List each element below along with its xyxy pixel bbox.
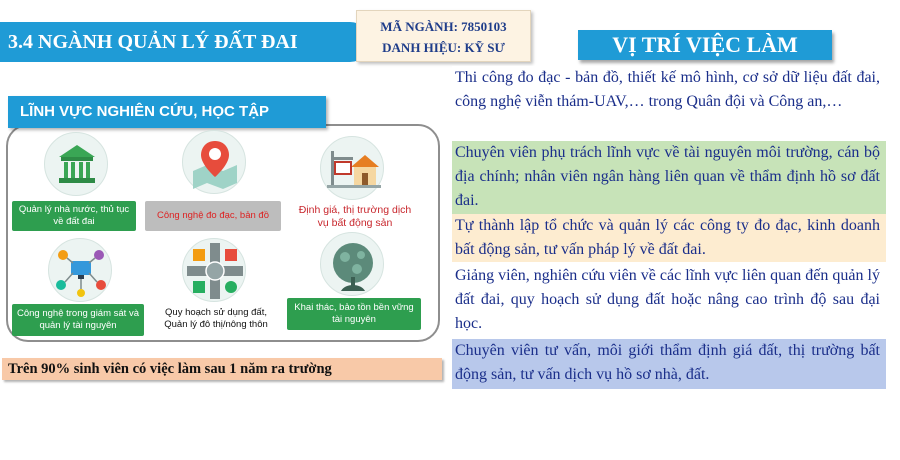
government-building-icon <box>44 132 108 196</box>
job-item-5: Chuyên viên tư vấn, môi giới thẩm định giá đất, thị trường bất động sản, tư vấn dịch vụ hồ sơ nhà, đất. <box>452 339 886 389</box>
research-item-2-label: Công nghệ đo đạc, bản đồ <box>145 201 281 231</box>
think-green-icon <box>320 232 384 296</box>
job-item-4: Giảng viên, nghiên cứu viên về các lĩnh vực liên quan đến quản lý đất đai, quy hoạch sử dụng đất hoặc nâng cao trình độ sau đại học. <box>452 264 886 338</box>
network-monitoring-icon <box>48 238 112 302</box>
research-item-5-label: Quy hoạch sử dụng đất, Quản lý đô thị/nông thôn <box>152 304 280 334</box>
research-item-1-label: Quản lý nhà nước, thủ tục về đất đai <box>12 201 136 231</box>
map-pin-icon <box>182 130 246 194</box>
major-code: MÃ NGÀNH: 7850103 <box>380 19 507 34</box>
research-item-6-label: Khai thác, bảo tồn bền vững tài nguyên <box>287 298 421 330</box>
job-item-1: Thi công đo đạc - bản đồ, thiết kế mô hình, cơ sở dữ liệu đất đai, công nghệ viễn thám-UAV,… trong Quân đội và Công an,… <box>452 66 886 140</box>
major-code-box <box>356 10 531 62</box>
research-item-3-label: Định giá, thị trường dịch vụ bất động sản <box>291 200 419 234</box>
employment-stat: Trên 90% sinh viên có việc làm sau 1 năm ra trường <box>2 358 442 380</box>
job-item-2: Chuyên viên phụ trách lĩnh vực về tài nguyên môi trường, cán bộ địa chính; nhân viên ngân hàng liên quan về thẩm định hồ sơ đất đai. <box>452 141 886 215</box>
research-heading: LĨNH VỰC NGHIÊN CỨU, HỌC TẬP <box>8 96 326 128</box>
jobs-heading: VỊ TRÍ VIỆC LÀM <box>578 30 832 60</box>
major-title-banner <box>0 22 370 62</box>
major-title: 3.4 NGÀNH QUẢN LÝ ĐẤT ĐAI <box>8 31 298 53</box>
job-item-3: Tự thành lập tổ chức và quản lý các công ty đo đạc, kinh doanh bất động sản, tư vấn pháp lý về đất đai. <box>452 214 886 262</box>
research-item-4-label: Công nghệ trong giám sát và quản lý tài nguyên <box>12 304 144 336</box>
degree-title: DANH HIỆU: KỸ SƯ <box>382 40 505 55</box>
city-planning-icon <box>182 238 246 302</box>
real-estate-sign-icon <box>320 136 384 200</box>
